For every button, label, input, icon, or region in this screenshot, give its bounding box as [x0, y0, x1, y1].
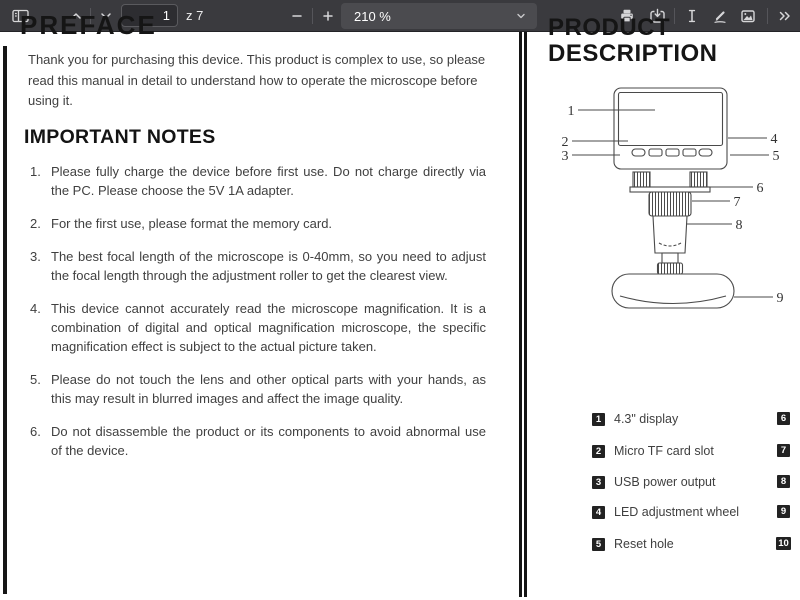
microscope-diagram [540, 70, 800, 320]
legend-number-badge: 3 [592, 476, 605, 489]
list-item [30, 299, 486, 356]
diagram-label-8: 8 [735, 218, 743, 233]
lens-ring [658, 263, 683, 274]
zoom-out-button[interactable] [285, 4, 309, 28]
list-item [30, 214, 486, 233]
legend-number-badge: 4 [592, 506, 605, 519]
page-total-label: z 7 [186, 8, 204, 23]
legend-number-badge: 8 [777, 475, 790, 488]
diagram-label-6: 6 [756, 181, 764, 196]
page-column-divider [519, 32, 522, 597]
body-tube [653, 216, 687, 253]
list-item [30, 162, 486, 200]
legend-item [592, 444, 714, 458]
focus-wheel [649, 192, 691, 216]
list-item [30, 370, 486, 408]
legend-number-badge: 5 [592, 538, 605, 551]
legend-label: Reset hole [614, 537, 674, 551]
separator [312, 8, 313, 24]
display-button [649, 149, 662, 156]
list-item-number: 5. [30, 372, 41, 387]
diagram-label-1: 1 [567, 104, 575, 119]
zoom-out-icon [289, 8, 305, 24]
collar-bracket [690, 172, 707, 187]
preface-paragraph: Thank you for purchasing this device. This product is complex to use, so please read this manual in detail to understand how to operate the microscope before using it. [28, 52, 486, 108]
collar-bracket [633, 172, 650, 187]
display-button [699, 149, 712, 156]
list-item-number: 4. [30, 301, 41, 316]
legend-number-badge: 10 [776, 537, 791, 550]
display-screen [619, 93, 723, 146]
page-frame-left-border [3, 46, 7, 594]
collar-band [630, 187, 710, 192]
important-notes-list [30, 162, 486, 474]
list-item-text: Please fully charge the device before first use. Do not charge directly via the PC. Please choose the 5V 1A adapter. [51, 164, 486, 198]
diagram-label-7: 7 [733, 195, 741, 210]
legend-item [592, 505, 739, 519]
legend-item [777, 412, 790, 425]
legend-label: 4.3" display [614, 412, 679, 426]
legend-label: Micro TF card slot [614, 444, 714, 458]
diagram-label-2: 2 [561, 135, 569, 150]
base [612, 274, 734, 308]
legend-number-badge: 6 [777, 412, 790, 425]
list-item-text: This device cannot accurately read the microscope magnification. It is a combination of digital and optical magnification microscope, the specific magnification effect is subject to the actual picture taken. [51, 301, 486, 354]
zoom-in-icon [320, 8, 336, 24]
display-button [683, 149, 696, 156]
legend-label: LED adjustment wheel [614, 505, 740, 519]
diagram-label-4: 4 [770, 132, 778, 147]
preface-heading-clipped: PREFACE [20, 10, 157, 40]
list-item-number: 1. [30, 164, 41, 179]
list-item-text: Please do not touch the lens and other optical parts with your hands, as this may result in blurred images and affect the image quality. [51, 372, 486, 406]
list-item [30, 422, 486, 460]
legend-item [777, 475, 790, 488]
legend-item [592, 537, 674, 551]
page-column-divider [524, 32, 527, 597]
important-notes-heading: IMPORTANT NOTES [24, 126, 216, 148]
legend-number-badge: 1 [592, 413, 605, 426]
list-item-text: For the first use, please format the memory card. [51, 216, 333, 231]
legend-item [592, 412, 678, 426]
diagram-label-9: 9 [776, 291, 784, 306]
diagram-label-3: 3 [561, 149, 569, 164]
lens-neck [662, 253, 678, 263]
legend-number-badge: 2 [592, 445, 605, 458]
list-item [30, 247, 486, 285]
legend-number-badge: 7 [777, 444, 790, 457]
list-item-number: 3. [30, 249, 41, 264]
diagram-label-5: 5 [772, 149, 780, 164]
zoom-level-dropdown[interactable] [341, 3, 537, 29]
legend-item [592, 475, 715, 489]
list-item-text: The best focal length of the microscope is 0-40mm, so you need to adjust the focal length through the adjustment roller to get the clearest view. [51, 249, 486, 283]
display-button [632, 149, 645, 156]
legend-item [777, 505, 790, 518]
zoom-in-button[interactable] [316, 4, 340, 28]
legend-label: USB power output [614, 475, 716, 489]
display-body [614, 88, 727, 169]
legend-item [776, 537, 791, 550]
display-button [666, 149, 679, 156]
product-description-heading-clipped: PRODUCT DESCRIPTION [548, 14, 718, 67]
chevron-down-icon [515, 10, 527, 22]
legend-number-badge: 9 [777, 505, 790, 518]
list-item-number: 6. [30, 424, 41, 439]
list-item-text: Do not disassemble the product or its components to avoid abnormal use of the device. [51, 424, 486, 458]
list-item-number: 2. [30, 216, 41, 231]
legend-item [777, 444, 790, 457]
zoom-level-value: 210 % [354, 8, 391, 24]
